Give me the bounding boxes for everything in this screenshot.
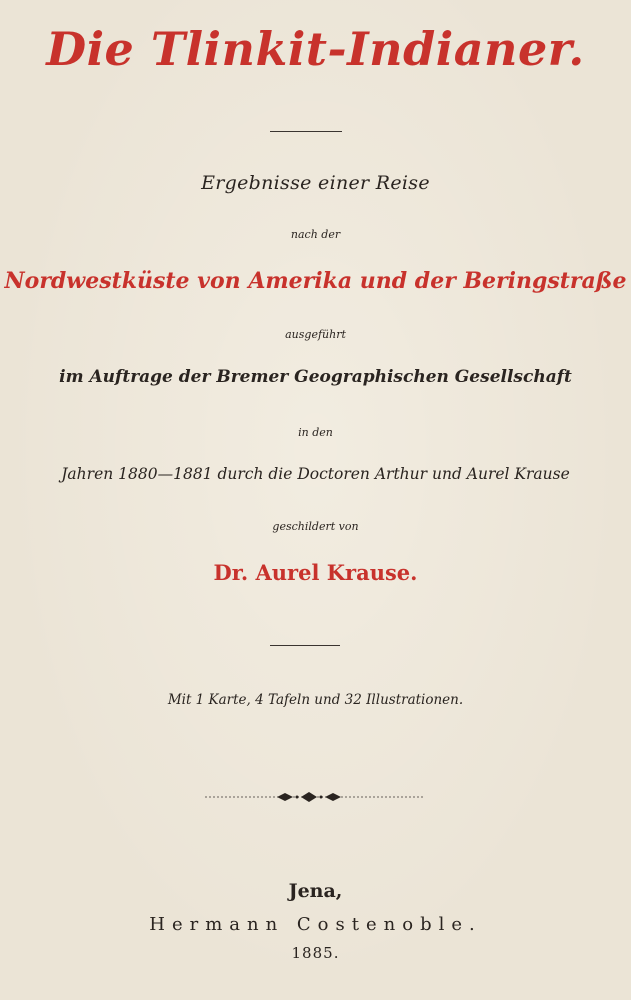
region-line: Nordwestküste von Amerika und der Beringstraße bbox=[4, 268, 627, 294]
divider-rule-top bbox=[270, 131, 342, 132]
connector-geschildert: geschildert von bbox=[272, 520, 359, 533]
book-title: Die Tlinkit-Indianer. bbox=[46, 22, 585, 76]
imprint-publisher: Hermann Costenoble. bbox=[149, 914, 482, 935]
years-line: Jahren 1880—1881 durch die Doctoren Arthur und Aurel Krause bbox=[61, 465, 570, 483]
illustrations-note: Mit 1 Karte, 4 Tafeln und 32 Illustrationen. bbox=[167, 692, 464, 708]
author-name: Dr. Aurel Krause. bbox=[213, 560, 418, 585]
divider-rule-middle bbox=[270, 645, 340, 646]
ornament-divider-icon bbox=[205, 790, 425, 804]
commission-line: im Auftrage der Bremer Geographischen Gesellschaft bbox=[59, 367, 572, 387]
connector-in-den: in den bbox=[298, 426, 333, 439]
imprint-year: 1885. bbox=[291, 944, 340, 962]
connector-ausgefuehrt: ausgeführt bbox=[285, 328, 346, 341]
subtitle: Ergebnisse einer Reise bbox=[201, 172, 430, 194]
imprint-city: Jena, bbox=[288, 880, 343, 902]
connector-nach-der: nach der bbox=[290, 228, 341, 241]
